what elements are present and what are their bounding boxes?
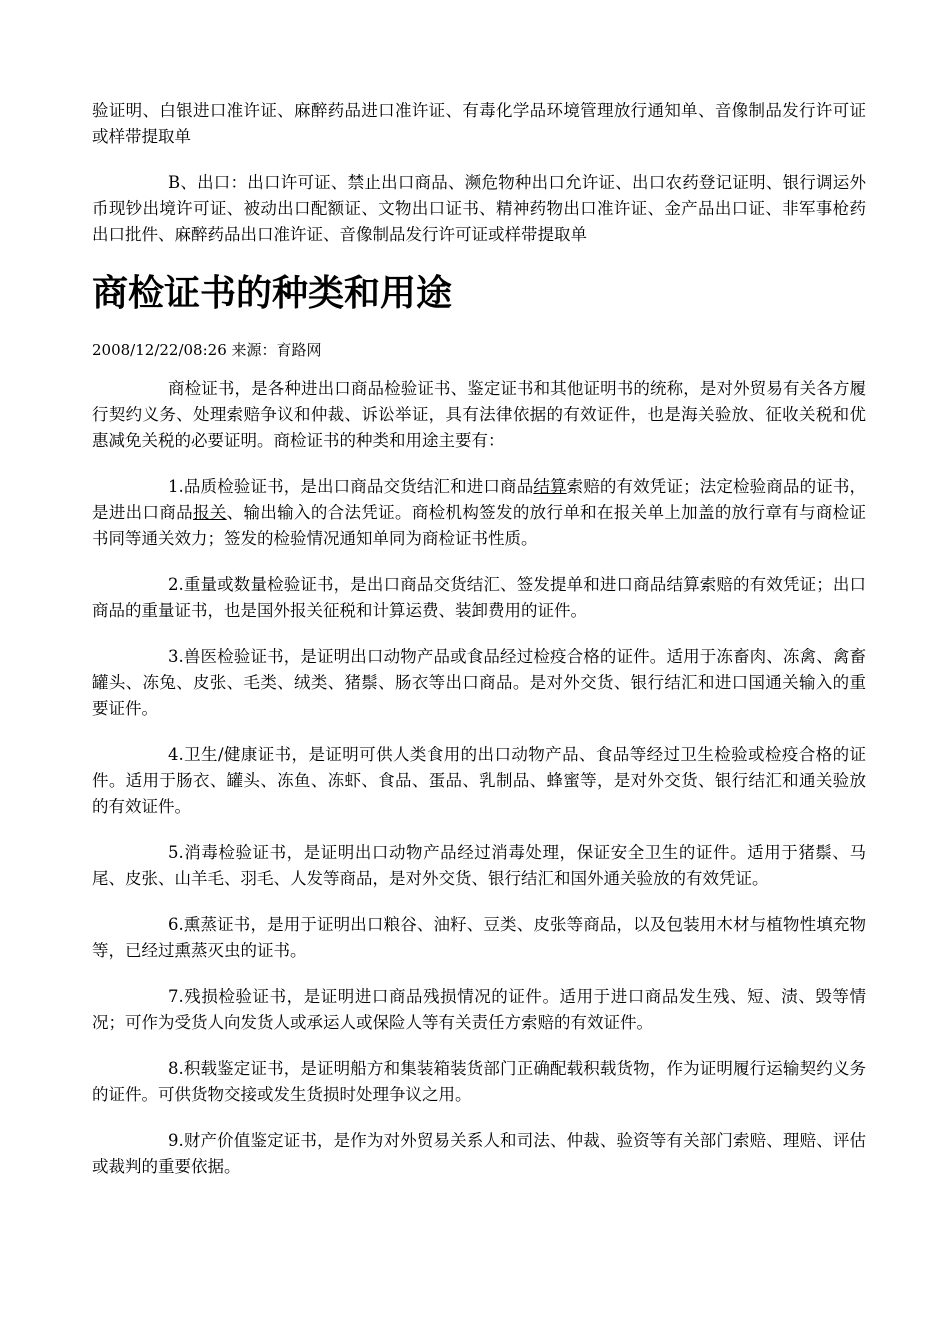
article-title: 商检证书的种类和用途 bbox=[92, 273, 453, 314]
item-1-text-a: 1.品质检验证书，是出口商品交货结汇和进口商品 bbox=[168, 477, 534, 496]
item-9: 9.财产价值鉴定证书，是作为对外贸易关系人和司法、仲裁、验资等有关部门索赔、理赔、评估或裁判的重要依据。 bbox=[92, 1131, 866, 1176]
settlement-link[interactable]: 结算 bbox=[533, 477, 567, 496]
document-page bbox=[92, 98, 866, 1200]
intro-paragraph-continued: 验证明、白银进口准许证、麻醉药品进口准许证、有毒化学品环境管理放行通知单、音像制品发行许可证或样带提取单 bbox=[92, 101, 866, 146]
item-8: 8.积载鉴定证书，是证明船方和集装箱装货部门正确配载积载货物，作为证明履行运输契约义务的证件。可供货物交接或发生货损时处理争议之用。 bbox=[92, 1059, 866, 1104]
item-1 bbox=[92, 474, 866, 552]
item-1-text-b: 索赔的有效凭证；法定检验商品的证书，是进出口商品 bbox=[92, 477, 866, 522]
article-meta: 2008/12/22/08:26 来源：育路网 bbox=[92, 341, 322, 359]
intro-paragraph-export: B、出口：出口许可证、禁止出口商品、濒危物种出口允许证、出口农药登记证明、银行调运外币现钞出境许可证、被动出口配额证、文物出口证书、精神药物出口准许证、金产品出口证、非军事枪药出口批件、麻醉药品出口准许证、音像制品发行许可证或样带提取单 bbox=[92, 173, 866, 244]
customs-declaration-link[interactable]: 报关 bbox=[193, 503, 227, 522]
item-1-text-c: 、输出输入的合法凭证。商检机构签发的放行单和在报关单上加盖的放行章有与商检证书同等通关效力；签发的检验情况通知单同为商检证书性质。 bbox=[92, 503, 867, 548]
item-2: 2.重量或数量检验证书，是出口商品交货结汇、签发提单和进口商品结算索赔的有效凭证；出口商品的重量证书，也是国外报关征税和计算运费、装卸费用的证件。 bbox=[92, 575, 866, 620]
item-3: 3.兽医检验证书，是证明出口动物产品或食品经过检疫合格的证件。适用于冻畜肉、冻禽、禽畜罐头、冻兔、皮张、毛类、绒类、猪鬃、肠衣等出口商品。是对外交货、银行结汇和进口国通关输入的重要证件。 bbox=[92, 647, 866, 718]
article-lead: 商检证书，是各种进出口商品检验证书、鉴定证书和其他证明书的统称，是对外贸易有关各方履行契约义务、处理索赔争议和仲裁、诉讼举证，具有法律依据的有效证件，也是海关验放、征收关税和优惠减免关税的必要证明。商检证书的种类和用途主要有： bbox=[92, 379, 866, 450]
item-4: 4.卫生/健康证书，是证明可供人类食用的出口动物产品、食品等经过卫生检验或检疫合格的证件。适用于肠衣、罐头、冻鱼、冻虾、食品、蛋品、乳制品、蜂蜜等，是对外交货、银行结汇和通关验放的有效证件。 bbox=[92, 745, 866, 816]
item-5: 5.消毒检验证书，是证明出口动物产品经过消毒处理，保证安全卫生的证件。适用于猪鬃、马尾、皮张、山羊毛、羽毛、人发等商品，是对外交货、银行结汇和国外通关验放的有效凭证。 bbox=[92, 843, 866, 888]
item-7: 7.残损检验证书，是证明进口商品残损情况的证件。适用于进口商品发生残、短、渍、毁等情况；可作为受货人向发货人或承运人或保险人等有关责任方索赔的有效证件。 bbox=[92, 987, 866, 1032]
item-6: 6.熏蒸证书，是用于证明出口粮谷、油籽、豆类、皮张等商品，以及包装用木材与植物性填充物等，已经过熏蒸灭虫的证书。 bbox=[92, 915, 866, 960]
